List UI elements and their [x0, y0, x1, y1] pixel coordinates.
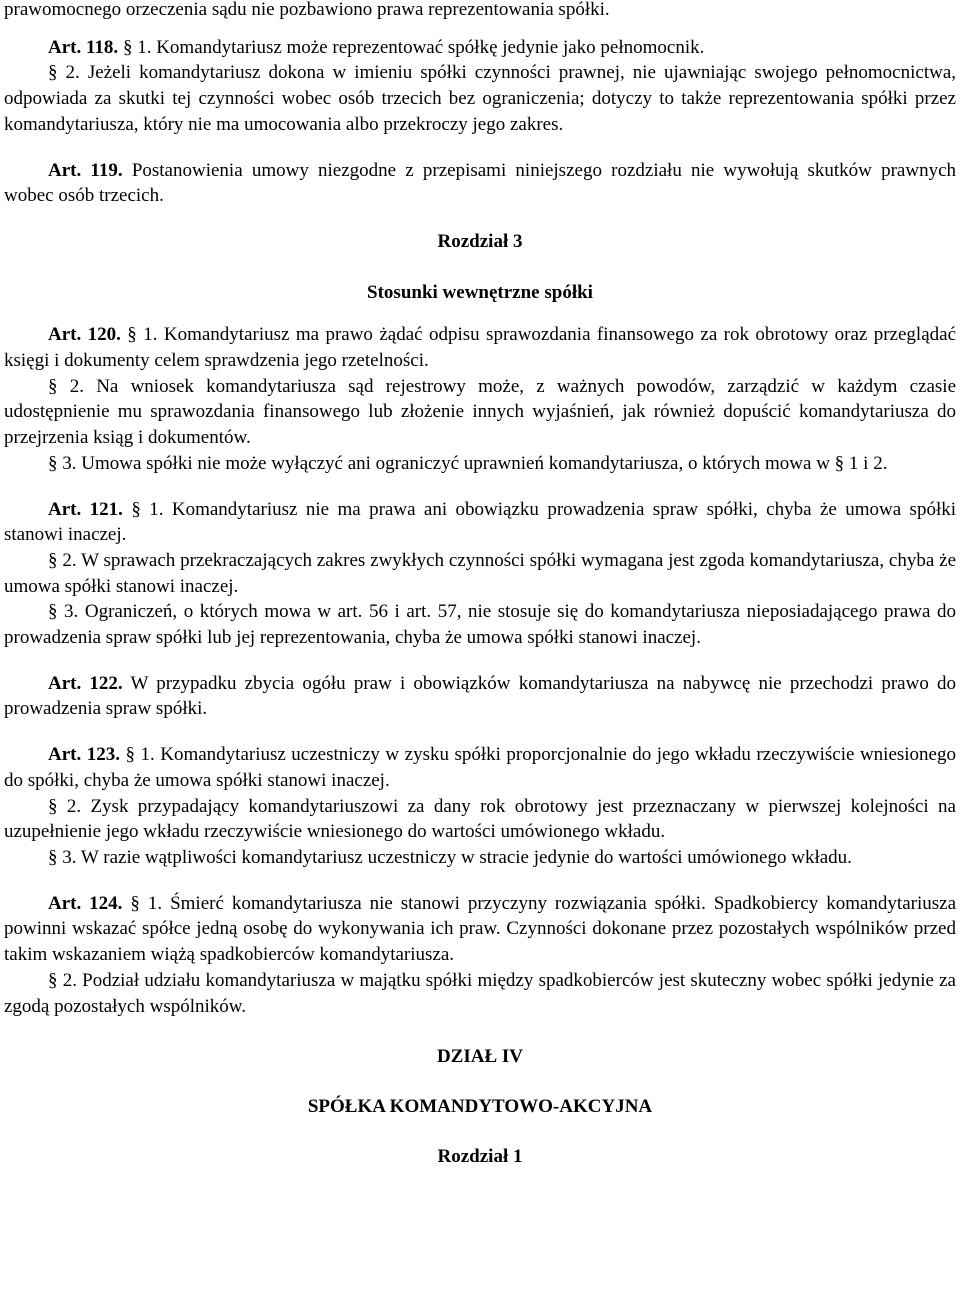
article-124-para-2: § 2. Podział udziału komandytariusza w majątku spółki między spadkobierców jest skuteczny wobec spółki jedynie za zgodą pozostałych wspólników.	[4, 969, 956, 1017]
article-119: Art. 119. Postanowienia umowy niezgodne z przepisami niniejszego rozdziału nie wywołują skutków prawnych wobec osób trzecich.	[4, 159, 957, 207]
article-label: Art. 124.	[48, 892, 123, 914]
article-120-para-2: § 2. Na wniosek komandytariusza sąd rejestrowy może, z ważnych powodów, zarządzić w każdym czasie udostępnienie mu sprawozdania finansowego lub złożenie innych wyjaśnień, jak również dopuścić komandytariusza do przejrzenia ksiąg i dokumentów.	[4, 375, 956, 449]
division-title: SPÓŁKA KOMANDYTOWO-AKCYJNA	[307, 1095, 653, 1117]
chapter-title: Stosunki wewnętrzne spółki	[367, 281, 593, 303]
document-page	[4, 0, 956, 1169]
article-label: Art. 122.	[48, 672, 123, 694]
chapter-number: Rozdział 1	[437, 1145, 523, 1167]
article-120-para-1: Art. 120. § 1. Komandytariusz ma prawo żądać odpisu sprawozdania finansowego za rok obrotowy oraz przeglądać księgi i dokumenty celem sprawdzenia jego rzetelności.	[4, 324, 957, 372]
article-label: Art. 123.	[48, 744, 120, 766]
article-120-para-3: § 3. Umowa spółki nie może wyłączyć ani ograniczyć uprawnień komandytariusza, o których mowa w § 1 i 2.	[48, 452, 888, 474]
article-label: Art. 121.	[48, 498, 123, 520]
article-123-para-2: § 2. Zysk przypadający komandytariuszowi za dany rok obrotowy jest przeznaczany w pierwszej kolejności na uzupełnienie jego wkładu rzeczywiście wniesionego do wartości umówionego wkładu.	[4, 795, 956, 843]
chapter-number: Rozdział 3	[437, 230, 523, 252]
continued-paragraph: prawomocnego orzeczenia sądu nie pozbawiono prawa reprezentowania spółki.	[4, 0, 610, 20]
article-118-para-1: Art. 118. § 1. Komandytariusz może reprezentować spółkę jedynie jako pełnomocnik.	[48, 36, 705, 58]
article-123-para-3: § 3. W razie wątpliwości komandytariusz uczestniczy w stracie jedynie do wartości umówionego wkładu.	[48, 846, 852, 868]
article-123-para-1: Art. 123. § 1. Komandytariusz uczestniczy w zysku spółki proporcjonalnie do jego wkładu rzeczywiście wniesionego do spółki, chyba że umowa spółki stanowi inaczej.	[4, 744, 956, 791]
article-118-para-2: § 2. Jeżeli komandytariusz dokona w imieniu spółki czynności prawnej, nie ujawniając swojego pełnomocnictwa, odpowiada za skutki tej czynności wobec osób trzecich bez ograniczenia; dotyczy to także reprezentowania spółki przez komandytariusza, który nie ma umocowania albo przekroczy jego zakres.	[4, 62, 956, 135]
article-label: Art. 119.	[48, 159, 123, 181]
article-121-para-1: Art. 121. § 1. Komandytariusz nie ma prawa ani obowiązku prowadzenia spraw spółki, chyba że umowa spółki stanowi inaczej.	[4, 498, 957, 546]
article-label: Art. 120.	[48, 324, 121, 346]
article-121-para-3: § 3. Ograniczeń, o których mowa w art. 56 i art. 57, nie stosuje się do komandytariusza nieposiadającego prawa do prowadzenia spraw spółki lub jej reprezentowania, chyba że umowa spółki stanowi inaczej.	[4, 601, 956, 649]
article-124-para-1: Art. 124. § 1. Śmierć komandytariusza nie stanowi przyczyny rozwiązania spółki. Spadkobiercy komandytariusza powinni wskazać spółce jedną osobę do wykonywania ich praw. Czynności dokonane przez pozostałych wspólników przed takim wskazaniem wiążą spadkobierców komandytariusza.	[4, 892, 957, 966]
article-label: Art. 118.	[48, 36, 119, 58]
division-number: DZIAŁ IV	[436, 1046, 524, 1068]
article-122: Art. 122. W przypadku zbycia ogółu praw i obowiązków komandytariusza na nabywcę nie przechodzi prawo do prowadzenia spraw spółki.	[4, 672, 956, 720]
article-121-para-2: § 2. W sprawach przekraczających zakres zwykłych czynności spółki wymagana jest zgoda komandytariusza, chyba że umowa spółki stanowi inaczej.	[4, 549, 956, 597]
